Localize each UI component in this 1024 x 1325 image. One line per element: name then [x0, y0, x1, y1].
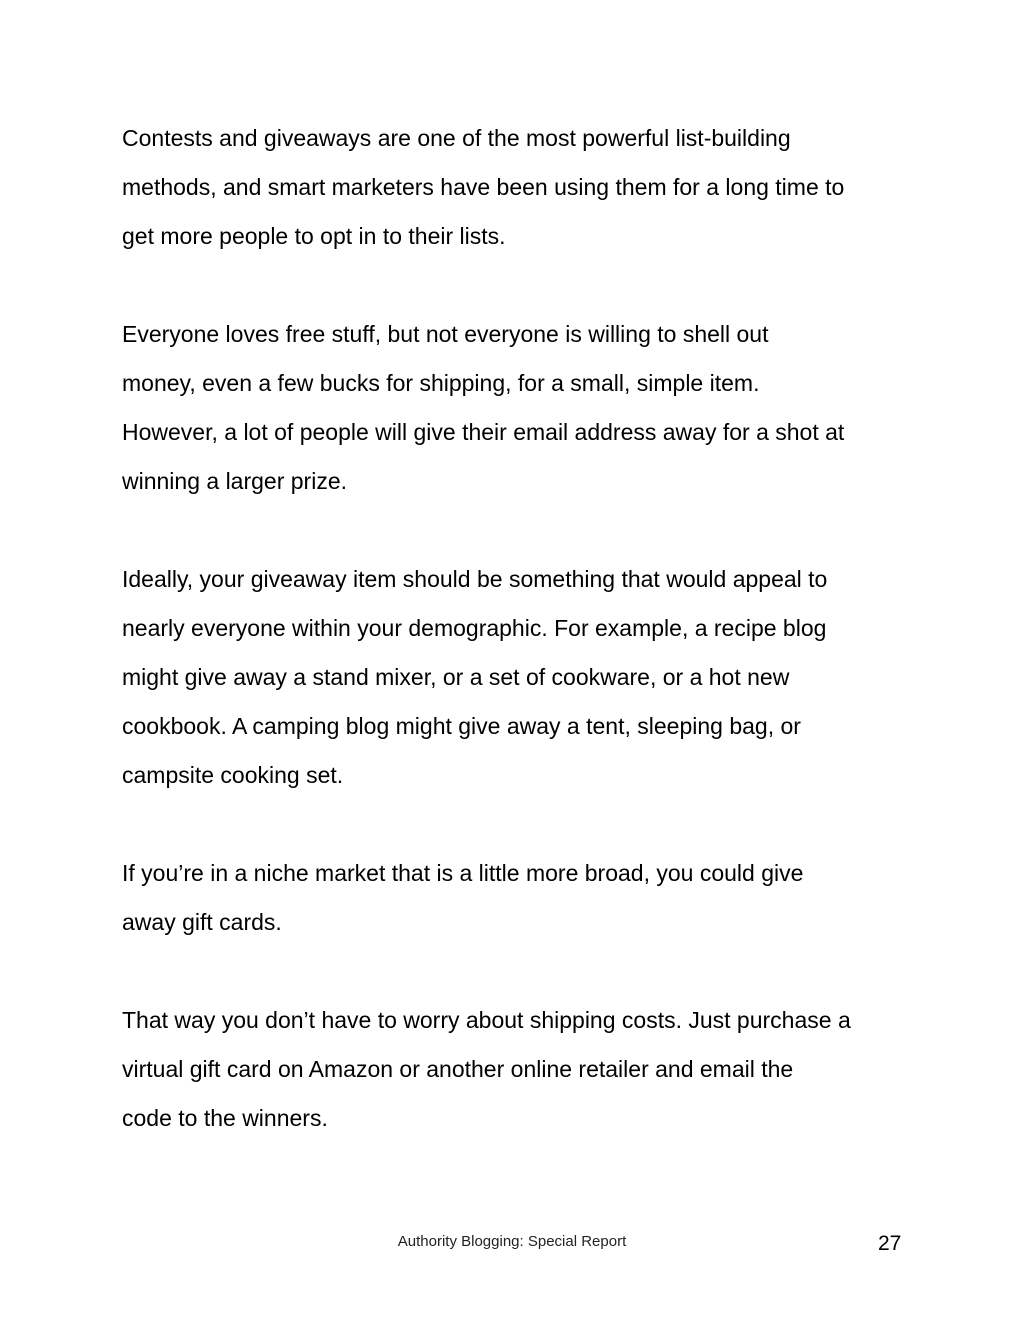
- paragraph-gap: [122, 261, 912, 310]
- body-text: [122, 114, 912, 1143]
- paragraph-gap: [122, 947, 912, 996]
- paragraph-1: [122, 114, 912, 261]
- page-number: 27: [878, 1232, 902, 1255]
- text-line: campsite cooking set.: [122, 762, 344, 788]
- paragraph-5: [122, 996, 912, 1143]
- text-line: cookbook. A camping blog might give away a tent, sleeping bag, or: [122, 713, 801, 739]
- text-line: away gift cards.: [122, 909, 282, 935]
- text-line: However, a lot of people will give their email address away for a shot at: [122, 419, 845, 445]
- paragraph-3: [122, 555, 912, 800]
- text-line: Contests and giveaways are one of the most powerful list-building: [122, 125, 791, 151]
- text-line: Everyone loves free stuff, but not everyone is willing to shell out: [122, 321, 769, 347]
- paragraph-4: [122, 849, 912, 947]
- text-line: If you’re in a niche market that is a little more broad, you could give: [122, 860, 804, 886]
- paragraph-2: [122, 310, 912, 506]
- text-line: virtual gift card on Amazon or another online retailer and email the: [122, 1056, 794, 1082]
- text-line: Ideally, your giveaway item should be something that would appeal to: [122, 566, 828, 592]
- text-line: That way you don’t have to worry about shipping costs. Just purchase a: [122, 1007, 851, 1033]
- text-line: money, even a few bucks for shipping, for a small, simple item.: [122, 370, 760, 396]
- text-line: methods, and smart marketers have been using them for a long time to: [122, 174, 845, 200]
- text-line: code to the winners.: [122, 1105, 328, 1131]
- text-line: get more people to opt in to their lists.: [122, 223, 506, 249]
- text-line: nearly everyone within your demographic. For example, a recipe blog: [122, 615, 827, 641]
- paragraph-gap: [122, 800, 912, 849]
- paragraph-gap: [122, 506, 912, 555]
- text-line: winning a larger prize.: [122, 468, 348, 494]
- footer-title: Authority Blogging: Special Report: [397, 1233, 627, 1250]
- text-line: might give away a stand mixer, or a set of cookware, or a hot new: [122, 664, 790, 690]
